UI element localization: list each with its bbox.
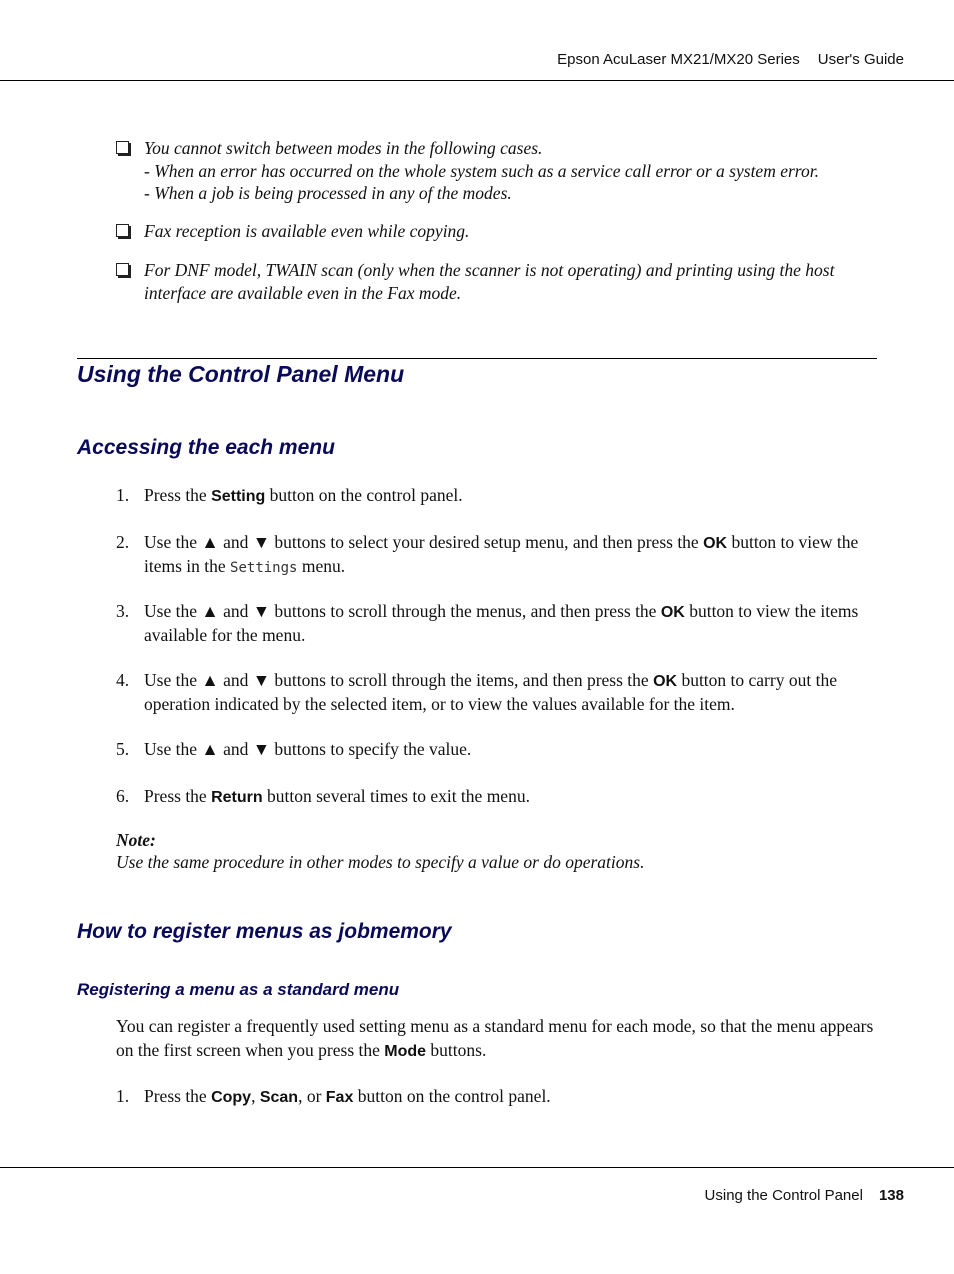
settings-menu-name: Settings	[230, 560, 298, 576]
step-text: button on the control panel.	[353, 1086, 551, 1106]
step-text: ,	[251, 1086, 260, 1106]
step-text: Use the	[144, 532, 202, 552]
note-line: - When a job is being processed in any of the modes.	[144, 183, 512, 203]
section-title: Using the Control Panel Menu	[77, 361, 405, 387]
paragraph-register	[116, 1014, 878, 1064]
setting-button-label: Setting	[211, 488, 266, 505]
step-text: and	[218, 670, 253, 690]
header-product: Epson AcuLaser MX21/MX20 Series	[557, 51, 800, 68]
step-text: button several times to exit the menu.	[262, 786, 530, 806]
step-text: buttons to scroll through the items, and then press the	[270, 670, 654, 690]
up-arrow-icon: ▲	[201, 670, 219, 690]
step-text: Use the	[144, 670, 202, 690]
step-text: Use the	[144, 739, 202, 759]
paragraph-text: buttons.	[426, 1040, 487, 1060]
checkbox-bullet-icon	[116, 141, 129, 154]
step-text: Use the	[144, 601, 202, 621]
step-number: 5.	[116, 739, 130, 759]
footer-rule	[0, 1167, 954, 1168]
step-text: buttons to select your desired setup menu, and then press the	[270, 532, 704, 552]
step-text: , or	[298, 1086, 326, 1106]
step-number: 6.	[116, 786, 130, 806]
step-text: button to carry out the operation indicated by the selected item, or to view the values available for the item.	[144, 670, 837, 714]
note-item-modes	[116, 137, 886, 205]
step-text: menu.	[297, 556, 346, 576]
step-text: buttons to scroll through the menus, and then press the	[270, 601, 661, 621]
step-text: Press the	[144, 485, 212, 505]
paragraph-text: You can register a frequently used setting menu as a standard menu for each mode, so that the menu appears on the first screen when you press the	[116, 1016, 874, 1060]
step-number: 1.	[116, 1086, 130, 1106]
ok-button-label: OK	[660, 604, 685, 621]
step-item	[116, 531, 878, 580]
header-rule	[0, 80, 954, 81]
note-line: - When an error has occurred on the whole system such as a service call error or a system error.	[144, 160, 819, 181]
page-footer	[705, 1187, 904, 1204]
step-item	[116, 738, 878, 761]
section-rule	[77, 358, 877, 359]
down-arrow-icon: ▼	[252, 601, 271, 621]
fax-button-label: Fax	[325, 1089, 354, 1106]
scan-button-label: Scan	[259, 1089, 299, 1106]
subsection-title-accessing: Accessing the each menu	[77, 436, 335, 459]
footer-chapter: Using the Control Panel	[704, 1187, 863, 1204]
down-arrow-icon: ▼	[252, 739, 271, 759]
step-text: and	[218, 532, 253, 552]
note-line: Fax reception is available even while copying.	[144, 221, 470, 241]
step-text: Press the	[144, 1086, 212, 1106]
down-arrow-icon: ▼	[252, 532, 271, 552]
step-text: buttons to specify the value.	[270, 739, 472, 759]
up-arrow-icon: ▲	[201, 601, 219, 621]
note-label: Note:	[116, 830, 156, 850]
page-header	[557, 51, 904, 68]
copy-button-label: Copy	[211, 1089, 252, 1106]
step-text: button to view the items available for the menu.	[144, 601, 859, 645]
ok-button-label: OK	[703, 535, 728, 552]
return-button-label: Return	[211, 789, 263, 806]
step-text: button to view the items in the	[144, 532, 859, 576]
step-text: button on the control panel.	[265, 485, 463, 505]
header-guide: User's Guide	[817, 51, 904, 68]
step-text: and	[218, 739, 253, 759]
step-text: Press the	[144, 786, 212, 806]
step-item	[116, 669, 878, 716]
note-item-fax-reception	[116, 220, 886, 243]
mode-button-label: Mode	[384, 1043, 427, 1060]
step-item	[116, 785, 878, 809]
down-arrow-icon: ▼	[252, 670, 271, 690]
step-item	[116, 1085, 878, 1109]
checkbox-bullet-icon	[116, 263, 129, 276]
step-number: 2.	[116, 532, 130, 552]
subsection-title-jobmemory: How to register menus as jobmemory	[77, 920, 452, 943]
step-item	[116, 600, 878, 647]
note-line: For DNF model, TWAIN scan (only when the scanner is not operating) and printing using the host	[144, 260, 835, 280]
note-item-dnf-model	[116, 259, 886, 304]
note-line: You cannot switch between modes in the following cases.	[144, 138, 543, 158]
note-line: interface are available even in the Fax mode.	[144, 282, 462, 303]
up-arrow-icon: ▲	[201, 739, 219, 759]
note-text: Use the same procedure in other modes to specify a value or do operations.	[116, 852, 645, 872]
step-number: 4.	[116, 670, 130, 690]
page-number: 138	[878, 1187, 904, 1204]
step-text: and	[218, 601, 253, 621]
checkbox-bullet-icon	[116, 224, 129, 237]
step-number: 1.	[116, 485, 130, 505]
step-number: 3.	[116, 601, 130, 621]
step-item	[116, 484, 878, 508]
subsubsection-title: Registering a menu as a standard menu	[77, 980, 400, 999]
ok-button-label: OK	[653, 673, 678, 690]
up-arrow-icon: ▲	[201, 532, 219, 552]
